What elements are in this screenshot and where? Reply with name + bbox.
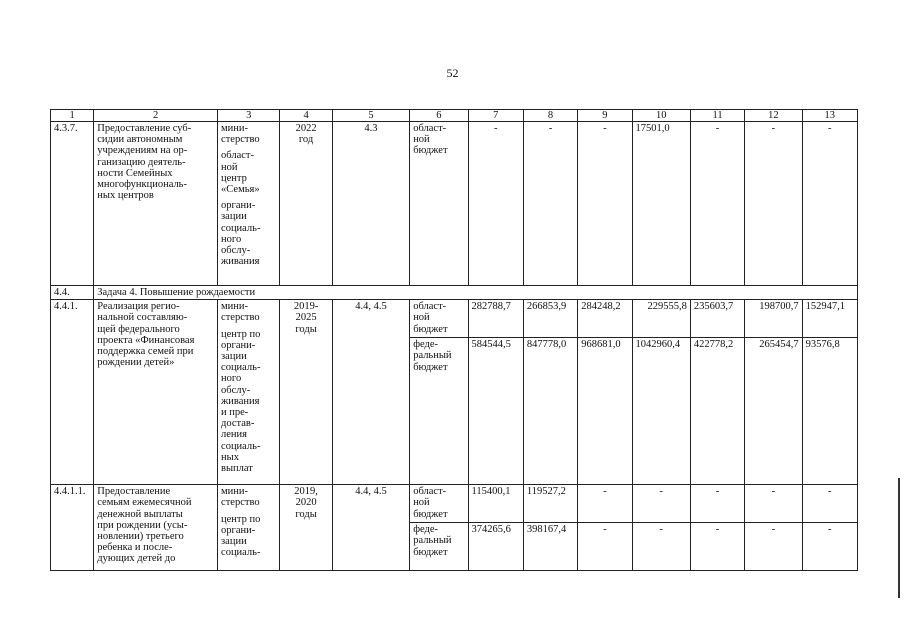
- executor: мини- стерство: [221, 486, 260, 509]
- header-cell: 5: [332, 110, 409, 122]
- funding-source: феде- ральный бюджет: [410, 523, 468, 571]
- executor: мини- стерство: [221, 123, 260, 146]
- activity-name: Реализация регио- нальной составляю- щей федерального проекта «Финансовая поддержка семей при рождении детей»: [94, 300, 218, 485]
- page-number: 52: [446, 66, 459, 80]
- value-cell: -: [523, 122, 577, 286]
- funding-source: област- ной бюджет: [410, 485, 468, 523]
- value-cell: 119527,2: [523, 485, 577, 523]
- value-cell: 398167,4: [523, 523, 577, 571]
- table-row: [51, 122, 858, 286]
- executor: мини- стерство: [221, 301, 260, 324]
- program-table: [50, 109, 858, 571]
- value-cell: -: [632, 523, 690, 571]
- value-cell: -: [578, 523, 632, 571]
- value-cell: 968681,0: [578, 338, 632, 485]
- row-number: 4.4.1.: [51, 300, 94, 485]
- value-cell: 422778,2: [690, 338, 744, 485]
- executor: центр по органи- зации социаль- ного обслу- живания и пре- достав- ления социаль- ных выплат: [221, 328, 261, 475]
- executors: [218, 122, 280, 286]
- value-cell: 198700,7: [745, 300, 802, 338]
- row-number: 4.4.1.1.: [51, 485, 94, 571]
- value-cell: -: [802, 523, 857, 571]
- header-cell: 1: [51, 110, 94, 122]
- value-cell: 374265,6: [468, 523, 523, 571]
- header-row: [51, 110, 858, 122]
- executor: органи- зации социаль- ного обслу- живания: [221, 200, 261, 268]
- header-cell: 9: [578, 110, 632, 122]
- value-cell: -: [802, 122, 857, 286]
- value-cell: 115400,1: [468, 485, 523, 523]
- row-number: 4.4.: [51, 286, 94, 300]
- executor: област- ной центр «Семья»: [221, 150, 260, 196]
- funding-source: област- ной бюджет: [410, 122, 468, 286]
- value-cell: 282788,7: [468, 300, 523, 338]
- value-cell: -: [578, 122, 632, 286]
- value-cell: 235603,7: [690, 300, 744, 338]
- section-title: Задача 4. Повышение рождаемости: [94, 286, 858, 300]
- value-cell: 266853,9: [523, 300, 577, 338]
- activity-name: Предоставление семьям ежемесячной денежной выплаты при рождении (усы- новлении) третьего ребенка и после- дующих детей до: [94, 485, 218, 571]
- value-cell: -: [690, 122, 744, 286]
- value-cell: -: [468, 122, 523, 286]
- indicators: 4.4, 4.5: [332, 485, 409, 571]
- executors: [218, 300, 280, 485]
- header-cell: 10: [632, 110, 690, 122]
- value-cell: 265454,7: [745, 338, 802, 485]
- funding-source: феде- ральный бюджет: [410, 338, 468, 485]
- value-cell: -: [745, 523, 802, 571]
- activity-name: Предоставление суб- сидии автономным учреждениям на ор- ганизацию деятель- ности Семейных многофункциональ- ных центров: [94, 122, 218, 286]
- funding-source: област- ной бюджет: [410, 300, 468, 338]
- value-cell: 152947,1: [802, 300, 857, 338]
- value-cell: 584544,5: [468, 338, 523, 485]
- header-cell: 3: [218, 110, 280, 122]
- value-cell: -: [745, 122, 802, 286]
- header-cell: 7: [468, 110, 523, 122]
- value-cell: -: [745, 485, 802, 523]
- header-cell: 11: [690, 110, 744, 122]
- header-cell: 6: [410, 110, 468, 122]
- header-cell: 12: [745, 110, 802, 122]
- value-cell: -: [690, 485, 744, 523]
- value-cell: 17501,0: [632, 122, 690, 286]
- header-cell: 4: [280, 110, 332, 122]
- table-row: [51, 485, 858, 523]
- value-cell: -: [632, 485, 690, 523]
- value-cell: -: [690, 523, 744, 571]
- table-row: [51, 300, 858, 338]
- value-cell: 847778,0: [523, 338, 577, 485]
- executors: [218, 485, 280, 571]
- executor: центр по органи- зации социаль-: [221, 513, 261, 559]
- value-cell: 1042960,4: [632, 338, 690, 485]
- header-cell: 2: [94, 110, 218, 122]
- header-cell: 8: [523, 110, 577, 122]
- years: 2019- 2025 годы: [280, 300, 332, 485]
- value-cell: 284248,2: [578, 300, 632, 338]
- value-cell: 229555,8: [632, 300, 690, 338]
- row-number: 4.3.7.: [51, 122, 94, 286]
- scan-edge-mark: [898, 478, 900, 598]
- years: 2019, 2020 годы: [280, 485, 332, 571]
- indicators: 4.3: [332, 122, 409, 286]
- value-cell: 93576,8: [802, 338, 857, 485]
- years: 2022 год: [280, 122, 332, 286]
- value-cell: -: [578, 485, 632, 523]
- value-cell: -: [802, 485, 857, 523]
- indicators: 4.4, 4.5: [332, 300, 409, 485]
- section-row: [51, 286, 858, 300]
- header-cell: 13: [802, 110, 857, 122]
